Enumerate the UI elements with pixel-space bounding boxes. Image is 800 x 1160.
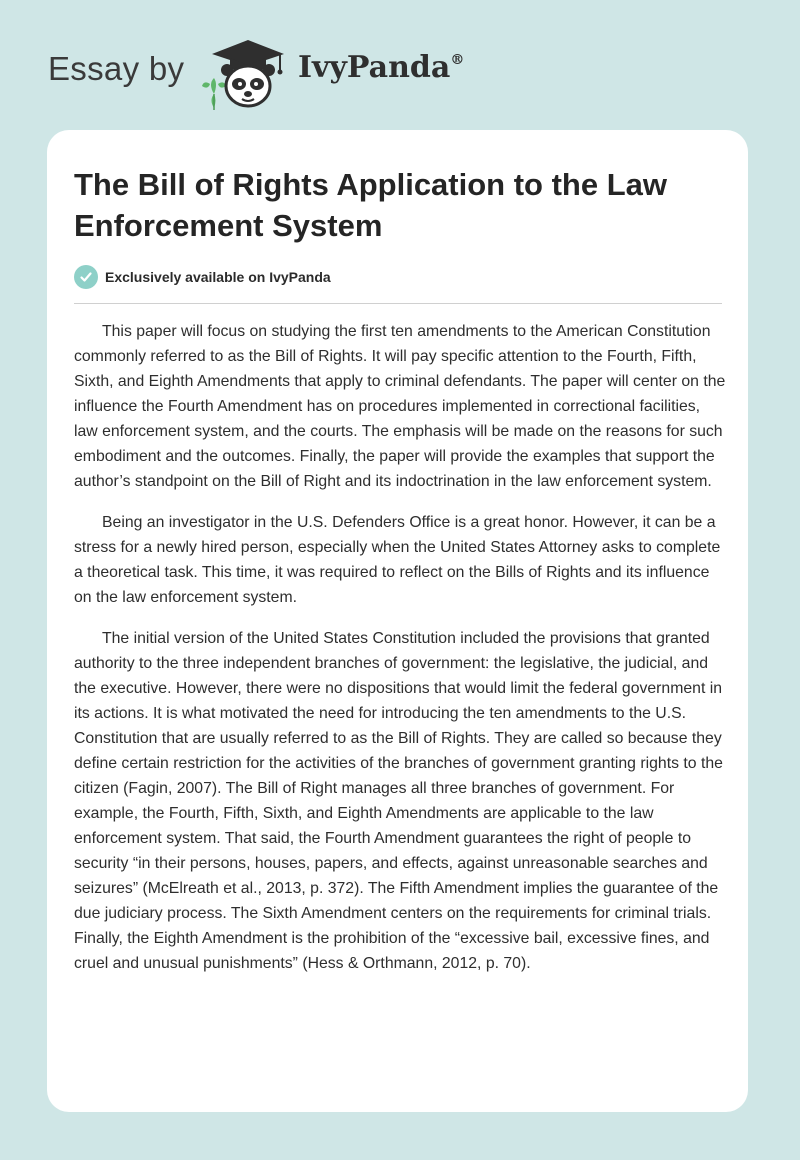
exclusive-label: Exclusively available on IvyPanda	[105, 269, 331, 285]
essay-card	[47, 130, 748, 1112]
panda-graduate-icon	[200, 34, 296, 110]
paragraph-1: This paper will focus on studying the first ten amendments to the American Constitution commonly referred to as the Bill of Rights. It will pay specific attention to the Fourth, Fifth, Sixth, and Eighth Amendments that apply to criminal defendants. The paper will center on the influence the Fourth Amendment has on procedures implemented in correctional facilities, law enforcement system, and the courts. The emphasis will be made on the reasons for such embodiment and the outcomes. Finally, the paper will provide the examples that support the author’s standpoint on the Bill of Right and its indoctrination in the law enforcement system.	[74, 323, 726, 490]
essay-title: The Bill of Rights Application to the Law Enforcement System	[74, 167, 667, 243]
essay-by-label: Essay by	[48, 50, 185, 87]
paragraph-3: The initial version of the United States Constitution included the provisions that granted authority to the three independent branches of government: the legislative, the judicial, and the executive. However, there were no dispositions that would limit the federal government in its actions. It is what motivated the need for introducing the ten amendments to the U.S. Constitution that are usually referred to as the Bill of Rights. They are called so because they define certain restriction for the activities of the branches of government granting rights to the citizen (Fagin, 2007). The Bill of Right manages all three branches of government. For example, the Fourth, Fifth, Sixth, and Eighth Amendments are applicable to the law enforcement system. That said, the Fourth Amendment guarantees the right of people to security “in their persons, houses, papers, and effects, against unreasonable searches and seizures” (McElreath et al., 2013, p. 372). The Fifth Amendment implies the guarantee of the due judiciary process. The Sixth Amendment centers on the requirements for criminal trials. Finally, the Eighth Amendment is the prohibition of the “excessive bail, excessive fines, and cruel and unusual punishments” (Hess & Orthmann, 2012, p. 70).	[74, 630, 723, 972]
registered-mark: ®	[450, 52, 465, 68]
brand-name-text: IvyPanda	[298, 50, 451, 85]
essay-body	[74, 319, 726, 992]
exclusive-badge	[74, 265, 331, 289]
divider	[74, 303, 722, 304]
site-header	[48, 30, 548, 110]
brand-name[interactable]	[298, 50, 464, 85]
check-icon	[74, 265, 98, 289]
paragraph-2: Being an investigator in the U.S. Defenders Office is a great honor. However, it can be a stress for a newly hired person, especially when the United States Attorney asks to complete a theoretical task. This time, it was required to reflect on the Bills of Rights and its influence on the law enforcement system.	[74, 514, 721, 606]
